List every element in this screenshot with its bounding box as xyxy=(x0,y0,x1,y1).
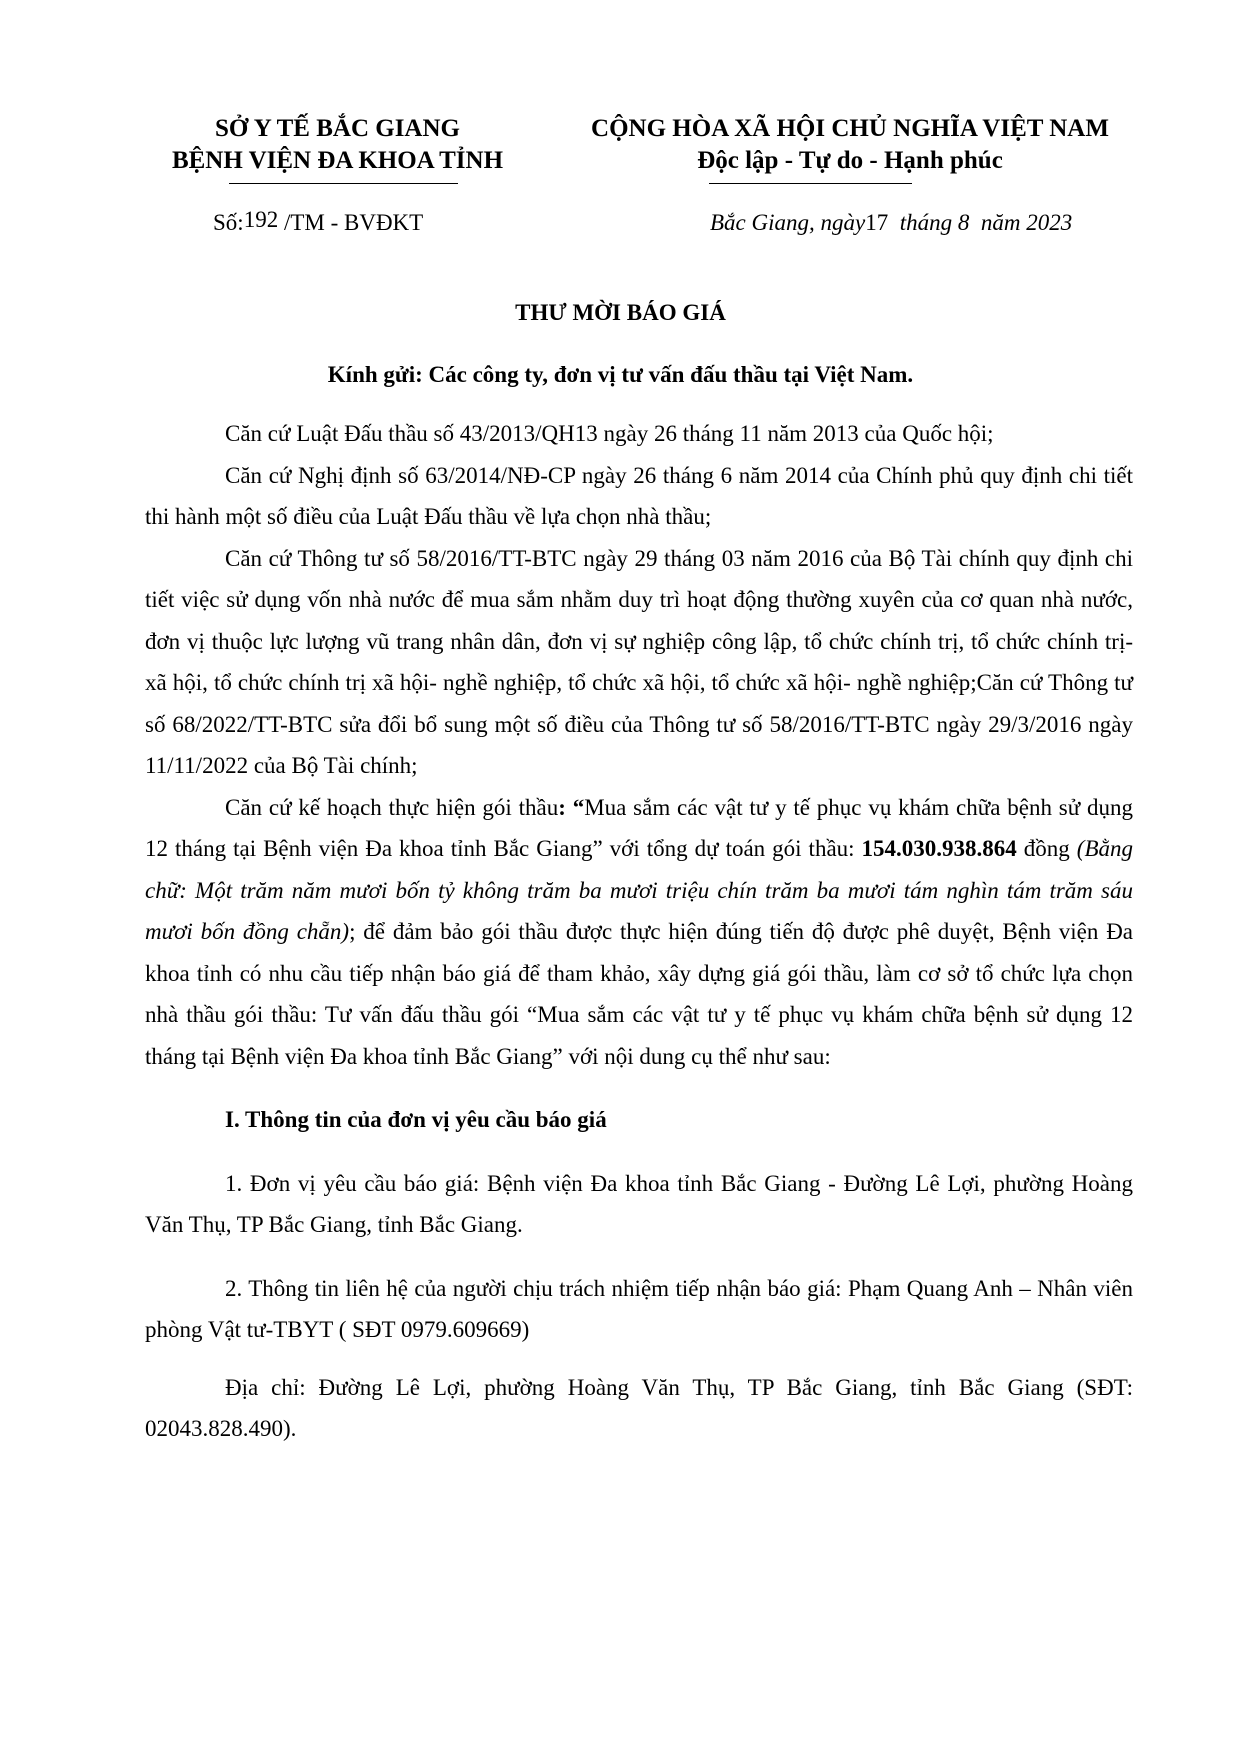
budget-amount: 154.030.938.864 xyxy=(861,836,1017,861)
p4-currency: đồng xyxy=(1016,836,1077,861)
date-prefix: Bắc Giang, ngày xyxy=(710,210,866,235)
p4-purpose: ; để đảm bảo gói thầu được thực hiện đúng tiến độ được phê duyệt, Bệnh viện Đa khoa tỉnh có nhu cầu tiếp nhận báo giá để tham khảo, xây dựng giá gói thầu, làm cơ sở tổ chức lựa chọn nhà thầu gói thầu: Tư vấn đấu thầu gói “Mua sắm các vật tư y tế phục vụ khám chữa bệnh sử dụng 12 tháng tại Bệnh viện Đa khoa tỉnh Bắc Giang” với nội dung cụ thể như sau: xyxy=(145,919,1134,1069)
issuer-hospital: BỆNH VIỆN ĐA KHOA TỈNH xyxy=(171,147,504,174)
motto-underline xyxy=(709,183,912,184)
section-1-heading: I. Thông tin của đơn vị yêu cầu báo giá xyxy=(225,1107,607,1132)
document-number-prefix: Số: xyxy=(213,210,244,235)
national-motto-block xyxy=(555,113,1145,177)
date-month-year: tháng 8 năm 2023 xyxy=(888,210,1073,235)
section-1-item-2: 2. Thông tin liên hệ của người chịu trách nhiệm tiếp nhận báo giá: Phạm Quang Anh – Nhân viên phòng Vật tư-TBYT ( SĐT 0979.609669) xyxy=(145,1275,1133,1342)
date-day: 17 xyxy=(865,210,889,235)
document-title: THƯ MỜI BÁO GIÁ xyxy=(515,300,726,325)
basis-paragraph-2: Căn cứ Nghị định số 63/2014/NĐ-CP ngày 26 tháng 6 năm 2014 của Chính phủ quy định chi tiết thi hành một số điều của Luật Đấu thầu về lựa chọn nhà thầu; xyxy=(145,462,1133,529)
issuer-department: SỞ Y TẾ BẮC GIANG xyxy=(215,115,460,142)
document-date xyxy=(710,208,1072,238)
budget-amount-words: (Bằng chữ: Một trăm năm mươi bốn tỷ không trăm ba mươi triệu chín trăm ba mươi tám nghìn tám trăm sáu mươi bốn đồng chẵn) xyxy=(145,836,1134,944)
section-1-item-1: 1. Đơn vị yêu cầu báo giá: Bệnh viện Đa khoa tỉnh Bắc Giang - Đường Lê Lợi, phường Hoàng Văn Thụ, TP Bắc Giang, tỉnh Bắc Giang. xyxy=(145,1170,1133,1237)
basis-paragraph-4 xyxy=(145,787,1133,1078)
section-1-address: Địa chỉ: Đường Lê Lợi, phường Hoàng Văn Thụ, TP Bắc Giang, tỉnh Bắc Giang (SĐT: 02043.828.490). xyxy=(145,1374,1133,1441)
issuer-block xyxy=(140,113,535,177)
p4-colon: : “ xyxy=(558,794,585,820)
p4-package: Mua sắm các vật tư y tế phục vụ khám chữa bệnh sử dụng 12 tháng tại Bệnh viện Đa khoa tỉnh Bắc Giang” với tổng dự toán gói thầu: xyxy=(145,794,1133,861)
national-motto: Độc lập - Tự do - Hạnh phúc xyxy=(697,147,1003,174)
issuer-underline xyxy=(229,183,458,184)
basis-paragraph-1: Căn cứ Luật Đấu thầu số 43/2013/QH13 ngày 26 tháng 11 năm 2013 của Quốc hội; xyxy=(225,421,994,446)
document-number xyxy=(213,208,423,238)
recipient-line: Kính gửi: Các công ty, đơn vị tư vấn đấu thầu tại Việt Nam. xyxy=(327,362,914,387)
country-name: CỘNG HÒA XÃ HỘI CHỦ NGHĨA VIỆT NAM xyxy=(591,115,1109,142)
p4-intro: Căn cứ kế hoạch thực hiện gói thầu xyxy=(225,794,559,820)
document-number-value: 192 xyxy=(243,207,279,232)
document-number-suffix: /TM - BVĐKT xyxy=(278,210,424,235)
basis-paragraph-3: Căn cứ Thông tư số 58/2016/TT-BTC ngày 29 tháng 03 năm 2016 của Bộ Tài chính quy định chi tiết việc sử dụng vốn nhà nước để mua sắm nhằm duy trì hoạt động thường xuyên của cơ quan nhà nước, đơn vị thuộc lực lượng vũ trang nhân dân, đơn vị sự nghiệp công lập, tổ chức chính trị, tổ chức chính trị- xã hội, tổ chức chính trị xã hội- nghề nghiệp, tổ chức xã hội, tổ chức xã hội- nghề nghiệp;Căn cứ Thông tư số 68/2022/TT-BTC sửa đổi bổ sung một số điều của Thông tư số 58/2016/TT-BTC ngày 29/3/2016 ngày 11/11/2022 của Bộ Tài chính; xyxy=(145,545,1133,778)
document-body xyxy=(145,413,1133,1450)
